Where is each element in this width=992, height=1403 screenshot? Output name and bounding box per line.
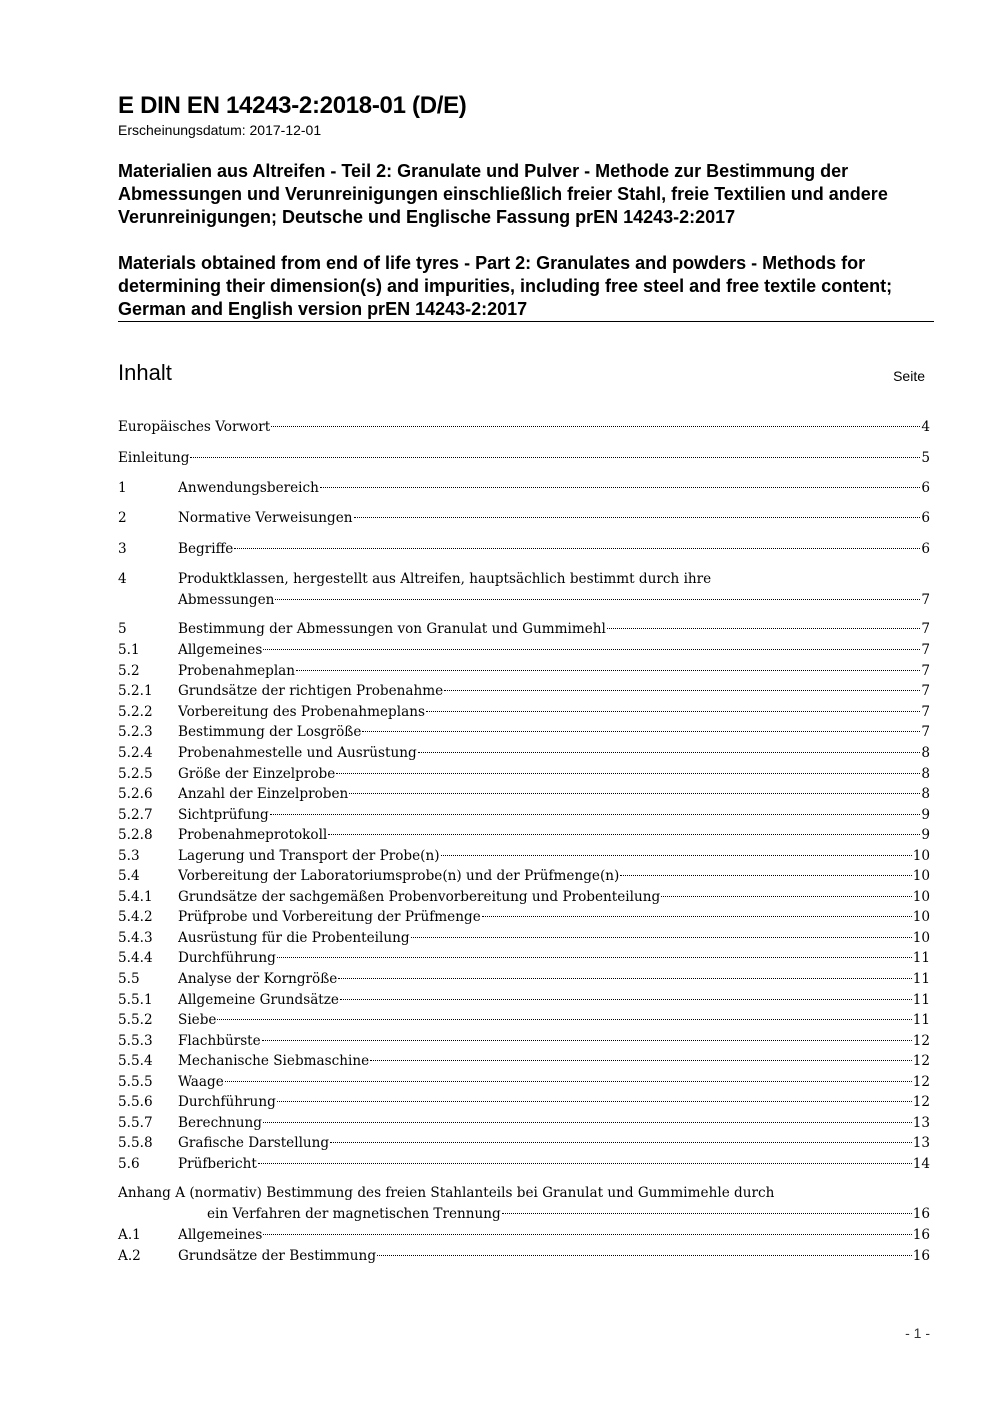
- toc-dot-leader: [349, 793, 920, 794]
- toc-entry-number: 4: [118, 571, 127, 587]
- toc-entry-title: Allgemeines: [178, 642, 263, 658]
- toc-dot-leader: [225, 1081, 912, 1082]
- toc-dot-leader: [502, 1213, 912, 1214]
- toc-dot-leader: [336, 773, 920, 774]
- toc-dot-leader: [411, 937, 912, 938]
- toc-entry-page: 11: [912, 971, 930, 987]
- toc-dot-leader: [377, 1255, 912, 1256]
- toc-dot-leader: [482, 916, 912, 917]
- toc-entry-title: Grundsätze der sachgemäßen Probenvorbereitung und Probenteilung: [178, 889, 661, 905]
- toc-dot-leader: [270, 814, 921, 815]
- toc-dot-leader: [263, 649, 920, 650]
- toc-entry-title: Anzahl der Einzelproben: [178, 786, 349, 802]
- toc-entry-page: 11: [912, 1012, 930, 1028]
- toc-dot-leader: [320, 487, 920, 488]
- toc-entry[interactable]: [118, 1133, 930, 1154]
- toc-entry[interactable]: [118, 887, 930, 908]
- toc-entry[interactable]: [118, 539, 930, 560]
- toc-entry-title: Lagerung und Transport der Probe(n): [178, 848, 440, 864]
- toc-entry-page: 8: [921, 786, 930, 802]
- toc-entry[interactable]: [118, 1031, 930, 1052]
- toc-entry[interactable]: [118, 448, 930, 469]
- toc-entry-number: 5.5.7: [118, 1115, 153, 1131]
- toc-entry[interactable]: [118, 722, 930, 743]
- toc-entry-title: Durchführung: [178, 950, 276, 966]
- toc-entry[interactable]: [118, 1072, 930, 1093]
- publication-date: Erscheinungsdatum: 2017-12-01: [118, 122, 322, 138]
- toc-entry[interactable]: [118, 825, 930, 846]
- toc-entry-page: 10: [912, 889, 930, 905]
- toc-entry-page: 7: [921, 642, 930, 658]
- toc-dot-leader: [340, 999, 912, 1000]
- toc-entry-number: 5.5.8: [118, 1135, 153, 1151]
- toc-entry[interactable]: [118, 417, 930, 438]
- toc-entry-page: 11: [912, 992, 930, 1008]
- toc-dot-leader: [354, 517, 921, 518]
- toc-entry-number: A.1: [118, 1227, 141, 1243]
- toc-dot-leader: [234, 548, 920, 549]
- toc-entry-title: Mechanische Siebmaschine: [178, 1053, 370, 1069]
- toc-entry-number: 5.5.5: [118, 1074, 153, 1090]
- toc-entry-title: Probenahmeplan: [178, 663, 296, 679]
- toc-entry-page: 16: [912, 1206, 930, 1222]
- toc-entry[interactable]: [118, 764, 930, 785]
- toc-dot-leader: [217, 1019, 911, 1020]
- toc-entry[interactable]: [118, 681, 930, 702]
- toc-entry-page: 4: [921, 419, 930, 435]
- toc-entry-number: 1: [118, 480, 127, 496]
- toc-entry-page: 7: [921, 683, 930, 699]
- toc-entry-title: Siebe: [178, 1012, 217, 1028]
- toc-entry-title: Allgemeines: [178, 1227, 263, 1243]
- toc-entry-page: 8: [921, 745, 930, 761]
- toc-page-label: Seite: [893, 368, 925, 384]
- toc-entry-number: 5.2.2: [118, 704, 153, 720]
- toc-entry-title: Prüfprobe und Vorbereitung der Prüfmenge: [178, 909, 481, 925]
- toc-entry-title: Probenahmestelle und Ausrüstung: [178, 745, 417, 761]
- toc-entry-number: 5.5: [118, 971, 140, 987]
- toc-entry-number: 5.1: [118, 642, 140, 658]
- toc-entry[interactable]: [118, 1010, 930, 1031]
- toc-entry-number: 5.6: [118, 1156, 140, 1172]
- toc-dot-leader: [426, 711, 920, 712]
- toc-entry-page: 12: [912, 1033, 930, 1049]
- toc-entry-number: 5.2: [118, 663, 140, 679]
- toc-dot-leader: [271, 426, 920, 427]
- toc-dot-leader: [338, 978, 911, 979]
- toc-entry-page: 10: [912, 868, 930, 884]
- toc-entry-title: Abmessungen: [178, 592, 275, 608]
- toc-entry-page: 14: [912, 1156, 930, 1172]
- toc-entry-title: Analyse der Korngröße: [178, 971, 338, 987]
- toc-entry[interactable]: [118, 640, 930, 661]
- toc-entry-number: 5.4.4: [118, 950, 153, 966]
- toc-dot-leader: [418, 752, 921, 753]
- toc-entry-page: 10: [912, 909, 930, 925]
- toc-entry-page: 12: [912, 1053, 930, 1069]
- toc-entry-page: 9: [921, 827, 930, 843]
- toc-dot-leader: [263, 1234, 911, 1235]
- toc-entry[interactable]: [118, 907, 930, 928]
- toc-entry-title: Berechnung: [178, 1115, 262, 1131]
- toc-entry-number: 3: [118, 541, 127, 557]
- toc-dot-leader: [296, 670, 920, 671]
- toc-entry-title: Anwendungsbereich: [178, 480, 319, 496]
- toc-entry[interactable]: [118, 743, 930, 764]
- toc-entry-page: 6: [921, 480, 930, 496]
- toc-entry-number: 5.4.2: [118, 909, 153, 925]
- toc-entry[interactable]: [118, 805, 930, 826]
- toc-dot-leader: [370, 1060, 912, 1061]
- toc-entry-title: Grundsätze der Bestimmung: [178, 1248, 377, 1264]
- toc-entry-title: Produktklassen, hergestellt aus Altreifen, hauptsächlich bestimmt durch ihre: [178, 571, 712, 587]
- toc-entry-page: 7: [921, 663, 930, 679]
- toc-entry[interactable]: [118, 1183, 930, 1225]
- page-number: - 1 -: [905, 1325, 930, 1341]
- toc-dot-leader: [190, 457, 920, 458]
- toc-entry-number: 5.2.8: [118, 827, 153, 843]
- toc-dot-leader: [330, 1142, 912, 1143]
- toc-entry-number: 5.2.7: [118, 807, 153, 823]
- toc-entry-title: Probenahmeprotokoll: [178, 827, 328, 843]
- toc-entry-title: Prüfbericht: [178, 1156, 257, 1172]
- toc-entry[interactable]: [118, 969, 930, 990]
- toc-entry[interactable]: [118, 1092, 930, 1113]
- toc-entry-page: 7: [921, 704, 930, 720]
- toc-entry-page: 10: [912, 930, 930, 946]
- toc-entry[interactable]: [118, 846, 930, 867]
- toc-entry-title: Vorbereitung des Probenahmeplans: [178, 704, 425, 720]
- toc-entry-title: ein Verfahren der magnetischen Trennung: [207, 1206, 501, 1222]
- toc-dot-leader: [441, 855, 912, 856]
- toc-entry-title: Bestimmung der Abmessungen von Granulat und Gummimehl: [178, 621, 606, 637]
- toc-entry-number: 5: [118, 621, 127, 637]
- toc-entry-page: 6: [921, 510, 930, 526]
- toc-entry-page: 7: [921, 621, 930, 637]
- toc-entry-title: Grafische Darstellung: [178, 1135, 330, 1151]
- toc-entry-page: 12: [912, 1074, 930, 1090]
- toc-entry[interactable]: [118, 866, 930, 887]
- toc-entry-number: 5.5.2: [118, 1012, 153, 1028]
- toc-dot-leader: [277, 957, 912, 958]
- toc-entry[interactable]: [118, 619, 930, 640]
- toc-entry-title: Vorbereitung der Laboratoriumsprobe(n) und der Prüfmenge(n): [178, 868, 620, 884]
- toc-entry[interactable]: [118, 1051, 930, 1072]
- toc-dot-leader: [607, 628, 920, 629]
- toc-entry-page: 13: [912, 1135, 930, 1151]
- toc-entry-page: 11: [912, 950, 930, 966]
- toc-entry-number: 5.2.5: [118, 766, 153, 782]
- toc-entry-title: Durchführung: [178, 1094, 276, 1110]
- toc-entry-number: 5.2.1: [118, 683, 153, 699]
- toc-entry[interactable]: [118, 478, 930, 499]
- toc-entry-title: Bestimmung der Losgröße: [178, 724, 362, 740]
- toc-entry-title: Allgemeine Grundsätze: [178, 992, 339, 1008]
- toc-entry-title: Begriffe: [178, 541, 234, 557]
- toc-entry-page: 13: [912, 1115, 930, 1131]
- toc-entry-number: 5.4.1: [118, 889, 153, 905]
- toc-dot-leader: [328, 834, 920, 835]
- toc-entry-number: 2: [118, 510, 127, 526]
- toc-dot-leader: [277, 1101, 912, 1102]
- toc-entry-page: 7: [921, 724, 930, 740]
- toc-entry-title: Anhang A (normativ) Bestimmung des freien Stahlanteils bei Granulat und Gummimehle durch: [118, 1185, 775, 1201]
- toc-entry-title: Ausrüstung für die Probenteilung: [178, 930, 410, 946]
- toc-entry-number: 5.4: [118, 868, 140, 884]
- toc-entry-title: Normative Verweisungen: [178, 510, 353, 526]
- title-german: Materialien aus Altreifen - Teil 2: Granulate und Pulver - Methode zur Bestimmung der Abmessungen und Verunreinigungen einschließlich freier Stahl, freie Textilien und andere Verunreinigungen; Deutsche und Englische Fassung prEN 14243-2:2017: [118, 161, 888, 227]
- toc-entry-number: 5.2.3: [118, 724, 153, 740]
- toc-dot-leader: [362, 731, 920, 732]
- title-divider: [118, 321, 934, 322]
- toc-entry[interactable]: [118, 1246, 930, 1267]
- toc-entry-number: 5.2.4: [118, 745, 153, 761]
- toc-dot-leader: [262, 1040, 912, 1041]
- toc-entry-title: Europäisches Vorwort: [118, 419, 271, 435]
- toc-heading: Inhalt: [118, 360, 172, 385]
- toc-dot-leader: [444, 690, 920, 691]
- toc-entry-title: Größe der Einzelprobe: [178, 766, 336, 782]
- toc-entry[interactable]: [118, 948, 930, 969]
- toc-entry-page: 10: [912, 848, 930, 864]
- toc-entry[interactable]: [118, 702, 930, 723]
- toc-dot-leader: [620, 875, 911, 876]
- toc-entry[interactable]: [118, 1113, 930, 1134]
- toc-entry-number: 5.3: [118, 848, 140, 864]
- toc-entry-title: Flachbürste: [178, 1033, 261, 1049]
- toc-entry-number: 5.5.1: [118, 992, 153, 1008]
- toc-entry[interactable]: [118, 928, 930, 949]
- toc-entry-title: Grundsätze der richtigen Probenahme: [178, 683, 444, 699]
- toc-entry-number: 5.5.3: [118, 1033, 153, 1049]
- toc-entry-page: 6: [921, 541, 930, 557]
- toc-entry[interactable]: [118, 1154, 930, 1175]
- toc-entry-page: 9: [921, 807, 930, 823]
- toc-entry[interactable]: [118, 1225, 930, 1246]
- toc-entry-page: 16: [912, 1227, 930, 1243]
- toc-dot-leader: [258, 1163, 912, 1164]
- toc-entry[interactable]: [118, 569, 930, 611]
- toc-entry-page: 12: [912, 1094, 930, 1110]
- toc-dot-leader: [275, 599, 920, 600]
- toc-entry-page: 5: [921, 450, 930, 466]
- toc-entry-number: 5.5.6: [118, 1094, 153, 1110]
- toc-dot-leader: [661, 896, 911, 897]
- toc-entry-title: Waage: [178, 1074, 224, 1090]
- toc-entry-page: 16: [912, 1248, 930, 1264]
- title-english: Materials obtained from end of life tyres - Part 2: Granulates and powders - Methods for determining their dimension(s) and impurities, including free steel and free textile content; German and English version prEN 14243-2:2017: [118, 253, 893, 319]
- toc-entry[interactable]: [118, 661, 930, 682]
- toc-entry-page: 7: [921, 592, 930, 608]
- toc-entry[interactable]: [118, 990, 930, 1011]
- toc-dot-leader: [263, 1122, 912, 1123]
- toc-entry-number: A.2: [118, 1248, 141, 1264]
- document-title: E DIN EN 14243-2:2018-01 (D/E): [118, 92, 467, 119]
- toc-entry-number: 5.5.4: [118, 1053, 153, 1069]
- toc-entry-number: 5.4.3: [118, 930, 153, 946]
- toc-entry-title: Sichtprüfung: [178, 807, 269, 823]
- toc-entry[interactable]: [118, 508, 930, 529]
- toc-entry-page: 8: [921, 766, 930, 782]
- toc-entry-title: Einleitung: [118, 450, 190, 466]
- toc-entry-number: 5.2.6: [118, 786, 153, 802]
- toc-entry[interactable]: [118, 784, 930, 805]
